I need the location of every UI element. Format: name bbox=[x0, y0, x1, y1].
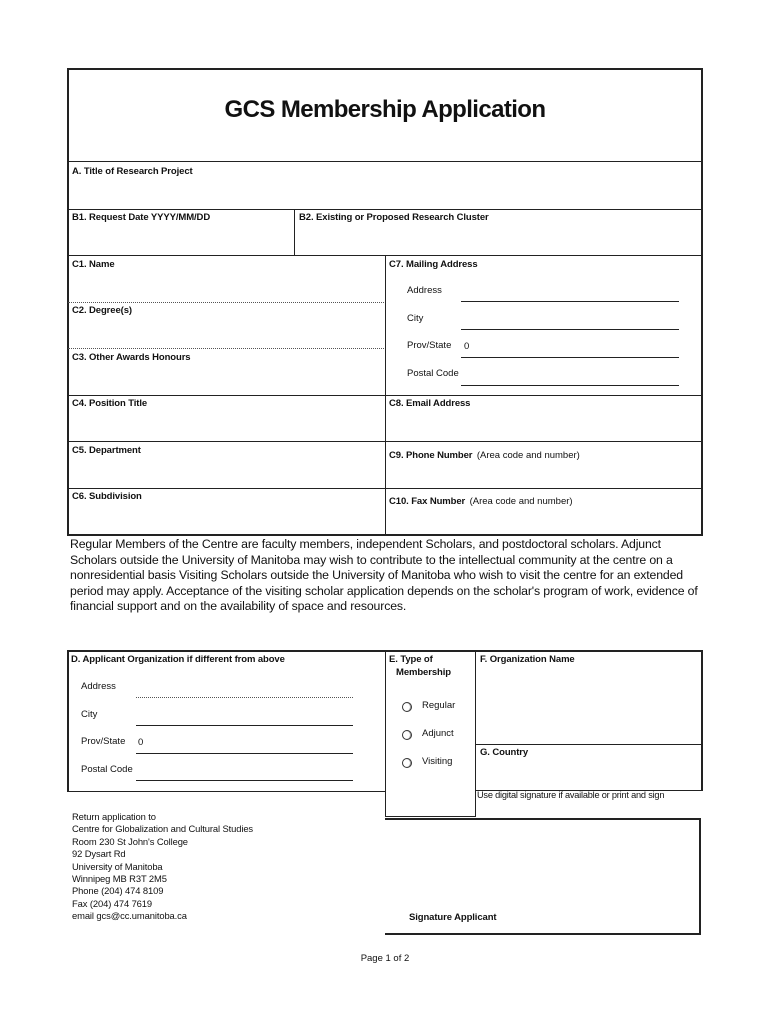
return-line: Room 230 St John's College bbox=[72, 835, 188, 847]
divider bbox=[68, 209, 702, 210]
org-prov-field[interactable]: 0 bbox=[138, 737, 144, 748]
divider bbox=[67, 791, 386, 792]
c4-label: C4. Position Title bbox=[72, 398, 148, 409]
awards-field[interactable] bbox=[70, 364, 382, 393]
c9-label: C9. Phone Number bbox=[389, 450, 473, 461]
subdivision-field[interactable] bbox=[70, 504, 382, 532]
divider bbox=[68, 161, 702, 162]
section-f-label: F. Organization Name bbox=[480, 654, 575, 665]
return-line: Centre for Globalization and Cultural Studies bbox=[72, 823, 254, 835]
phone-field[interactable] bbox=[388, 458, 700, 486]
radio-regular-label: Regular bbox=[422, 700, 456, 711]
divider-vertical bbox=[475, 651, 476, 816]
return-line: email gcs@cc.umanitoba.ca bbox=[72, 910, 187, 922]
country-field[interactable] bbox=[478, 760, 699, 788]
mailing-prov-field[interactable]: 0 bbox=[464, 341, 470, 352]
section-g-label: G. Country bbox=[480, 747, 529, 758]
b2-label: B2. Existing or Proposed Research Cluster bbox=[299, 212, 489, 223]
fax-field[interactable] bbox=[388, 504, 700, 532]
mailing-city-label: City bbox=[407, 313, 424, 324]
org-address-field[interactable] bbox=[136, 697, 353, 698]
org-prov-label: Prov/State bbox=[81, 736, 126, 747]
department-field[interactable] bbox=[70, 458, 382, 486]
org-postal-label: Postal Code bbox=[81, 764, 133, 775]
email-field[interactable] bbox=[388, 411, 700, 439]
divider-vertical bbox=[294, 210, 295, 255]
section-e-label-line2: Membership bbox=[396, 666, 451, 678]
section-d-label: D. Applicant Organization if different from above bbox=[71, 654, 285, 665]
radio-visiting[interactable] bbox=[402, 758, 412, 768]
section-a-label: A. Title of Research Project bbox=[72, 166, 193, 177]
c3-label: C3. Other Awards Honours bbox=[72, 352, 191, 363]
mailing-address-field[interactable] bbox=[461, 301, 679, 302]
c10-label: C10. Fax Number bbox=[389, 496, 466, 507]
divider-dotted bbox=[68, 348, 384, 349]
divider-vertical bbox=[701, 651, 703, 791]
signature-note: Use digital signature if available or print and sign bbox=[477, 790, 665, 800]
return-line: Winnipeg MB R3T 2M5 bbox=[72, 873, 167, 885]
divider-vertical bbox=[67, 650, 69, 792]
return-line: University of Manitoba bbox=[72, 860, 163, 872]
mailing-postal-field[interactable] bbox=[461, 385, 679, 386]
membership-info-text: Regular Members of the Centre are faculty members, independent Scholars, and postdoctoral scholars. Adjunct Scholars outside the University of Manitoba may wish to contribute to the intellectual community at the centre on a nonresidential basis Visiting Scholars outside the University of Manitoba who wish to visit the centre for an extended period may apply. Acceptance of the visiting scholar application depends on the scholar's program of work, evidence of financial support and on the availability of space and resources. bbox=[70, 537, 698, 614]
signature-label: Signature Applicant bbox=[409, 912, 497, 923]
radio-visiting-label: Visiting bbox=[422, 756, 453, 767]
section-e-label bbox=[389, 654, 451, 679]
section-e-label-line1: E. Type of bbox=[389, 654, 433, 665]
c10-hint: (Area code and number) bbox=[469, 496, 573, 507]
radio-visiting-option[interactable] bbox=[401, 755, 471, 771]
radio-regular-option[interactable] bbox=[401, 699, 471, 715]
radio-regular[interactable] bbox=[402, 702, 412, 712]
c9-hint: (Area code and number) bbox=[476, 450, 580, 461]
org-city-field[interactable] bbox=[136, 725, 353, 726]
org-city-label: City bbox=[81, 709, 98, 720]
divider bbox=[385, 816, 476, 817]
page-title: GCS Membership Application bbox=[224, 96, 546, 123]
c7-label: C7. Mailing Address bbox=[389, 259, 478, 270]
organization-name-field[interactable] bbox=[478, 668, 699, 742]
b1-label: B1. Request Date YYYY/MM/DD bbox=[72, 212, 211, 223]
return-line: Fax (204) 474 7619 bbox=[72, 897, 153, 909]
return-line: Return application to bbox=[72, 811, 156, 822]
name-field[interactable] bbox=[70, 272, 382, 300]
divider-vertical bbox=[385, 256, 386, 535]
position-title-field[interactable] bbox=[70, 411, 382, 439]
org-prov-underline bbox=[136, 753, 353, 754]
mailing-address-label: Address bbox=[407, 285, 442, 296]
divider-vertical bbox=[385, 651, 386, 816]
mailing-prov-underline bbox=[461, 357, 679, 358]
radio-adjunct-label: Adjunct bbox=[422, 728, 454, 739]
c5-label: C5. Department bbox=[72, 445, 141, 456]
org-postal-field[interactable] bbox=[136, 780, 353, 781]
mailing-postal-label: Postal Code bbox=[407, 368, 459, 379]
divider-dotted bbox=[68, 302, 384, 303]
c8-label: C8. Email Address bbox=[389, 398, 471, 409]
return-line: 92 Dysart Rd bbox=[72, 848, 126, 860]
research-title-field[interactable] bbox=[70, 178, 700, 208]
c6-label: C6. Subdivision bbox=[72, 491, 142, 502]
return-line: Phone (204) 474 8109 bbox=[72, 885, 164, 897]
divider bbox=[476, 744, 703, 745]
c2-label: C2. Degree(s) bbox=[72, 305, 132, 316]
degrees-field[interactable] bbox=[70, 318, 382, 346]
c1-label: C1. Name bbox=[72, 259, 115, 270]
mailing-prov-label: Prov/State bbox=[407, 340, 452, 351]
mailing-city-field[interactable] bbox=[461, 329, 679, 330]
page-number: Page 1 of 2 bbox=[360, 953, 410, 964]
return-address-block bbox=[72, 811, 253, 923]
radio-adjunct[interactable] bbox=[402, 730, 412, 740]
research-cluster-field[interactable] bbox=[297, 225, 700, 253]
org-address-label: Address bbox=[81, 681, 116, 692]
request-date-field[interactable] bbox=[70, 225, 292, 253]
radio-adjunct-option[interactable] bbox=[401, 727, 471, 743]
